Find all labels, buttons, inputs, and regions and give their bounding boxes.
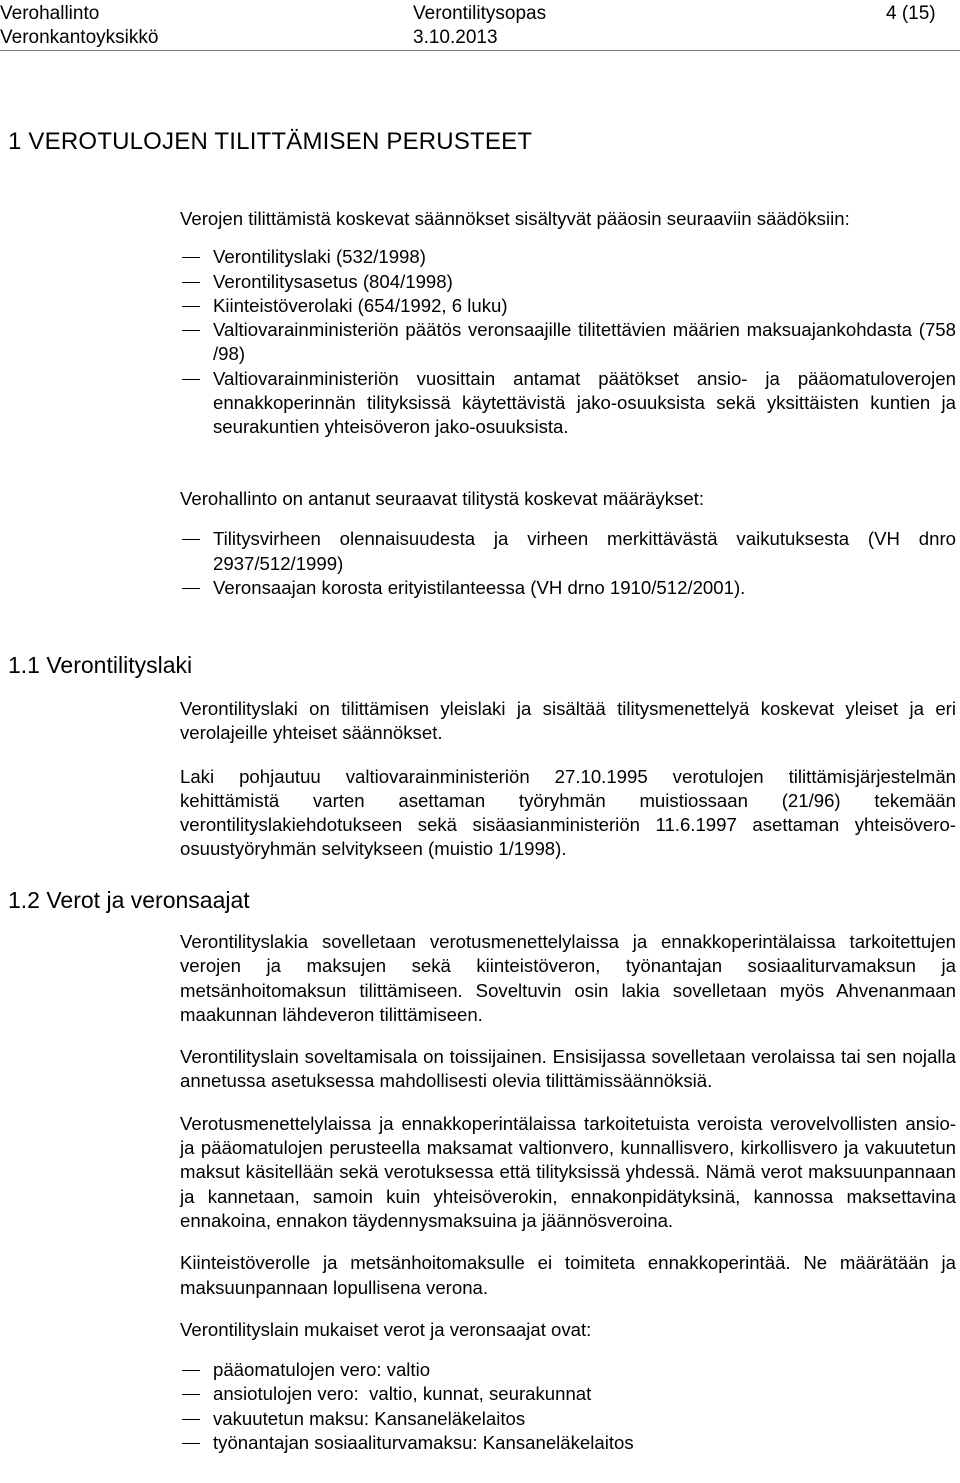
section-1-heading: 1 VEROTULOJEN TILITTÄMISEN PERUSTEET [8,128,533,155]
header-page-number: 4 (15) [886,3,936,24]
header-date: 3.10.2013 [413,27,498,48]
section-1-1-body [180,697,956,862]
list-item: vakuutetun maksu: Kansaneläkelaitos [213,1407,526,1429]
list-item: pääomatulojen vero: valtio [213,1359,431,1381]
list-item: ansiotulojen vero: valtio, kunnat, seurakunnat [213,1383,592,1405]
paragraph: Verontilityslain soveltamisala on toissijainen. Ensisijassa sovelletaan verolaissa tai sen nojalla annetussa asetuksessa mahdollisesti olevia tilittämissäännöksiä. [180,1046,956,1092]
laws-intro: Verojen tilittämistä koskevat säännökset sisältyvät pääosin seuraaviin säädöksiin: [180,208,850,229]
header-org: Verohallinto [0,3,100,24]
header-doc-title: Verontilitysopas [413,3,547,24]
header-unit: Veronkantoyksikkö [0,27,159,48]
list-item: työnantajan sosiaaliturvamaksu: Kansaneläkelaitos [213,1432,634,1454]
paragraph: Verontilityslain mukaiset verot ja veronsaajat ovat: [180,1318,592,1340]
tax-recipients-list [180,1358,956,1455]
paragraph: Kiinteistöverolle ja metsänhoitomaksulle ei toimiteta ennakkoperintää. Ne määrätään ja maksuunpannaan lopullisena verona. [180,1252,956,1298]
list-item: Veronsaajan korosta erityistilanteessa (VH drno 1910/512/2001). [213,576,746,598]
list-item: Verontilityslaki (532/1998) [213,246,426,268]
paragraph: Laki pohjautuu valtiovarainministeriön 27.10.1995 verotulojen tilittämisjärjestelmän kehittämistä varten asettaman työryhmän muistiossaan (21/96) tekemään verontilityslakiehdotukseen sekä sisäasianministeriön 11.6.1997 asettaman yhteisövero-osuustyöryhmän selvitykseen (muistio 1/1998). [180,765,956,860]
paragraph: Verotusmenettelylaissa ja ennakkoperintälaissa tarkoitetuista veroista verovelvollisten ansio- ja pääomatulojen perusteella maksamat valtionvero, kunnallisvero, kirkollisvero ja vakuutetun maksut käsitellään sekä verotuksessa että tilityksissä yhdessä. Nämä verot maksuunpannaan ja kannetaan, samoin kuin yhteisöverokin, ennakonpidätyksinä, kannossa maksettavina ennakoina, ennakon täydennysmaksuina ja jäännösveroina. [180,1112,956,1231]
list-item: Valtiovarainministeriön vuosittain antamat päätökset ansio- ja pääomatuloverojen ennakkoperinnän tilityksissä käytettävistä jako-osuuksista sekä yksittäisten kuntien ja seurakuntien yhteisöveron jako-osuuksista. [213,367,956,438]
list-item: Tilitysvirheen olennaisuudesta ja virheen merkittävästä vaikutuksesta (VH dnro 2937/512/1999) [213,528,956,574]
list-item: Kiinteistöverolaki (654/1992, 6 luku) [213,294,508,316]
section-1-2-heading: 1.2 Verot ja veronsaajat [8,887,250,913]
list-item: Verontilitysasetus (804/1998) [213,270,453,292]
orders-block [180,487,956,600]
section-1-2-body [180,930,956,1455]
header-divider [0,50,960,51]
list-item: Valtiovarainministeriön päätös veronsaajille tilitettävien määrien maksuajankohdasta (758 /98) [213,319,956,365]
laws-list [180,245,956,439]
paragraph: Verontilityslakia sovelletaan verotusmenettelylaissa ja ennakkoperintälaissa tarkoitettujen verojen ja maksujen sekä kiinteistöveron, työnantajan sosiaaliturvamaksun ja metsänhoitomaksun tilittämiseen. Soveltuvin osin lakia sovelletaan myös Ahvenanmaan maakunnan lähdeveron tilittämiseen. [180,931,956,1025]
orders-list [180,527,956,600]
section-1-1-heading: 1.1 Verontilityslaki [8,652,193,678]
orders-intro: Verohallinto on antanut seuraavat tilitystä koskevat määräykset: [180,488,705,509]
section-1-body [180,207,956,440]
paragraph: Verontilityslaki on tilittämisen yleislaki ja sisältää tilitysmenettelyä koskevat yleiset ja eri verolajeille yhteiset säännökset. [180,698,956,744]
